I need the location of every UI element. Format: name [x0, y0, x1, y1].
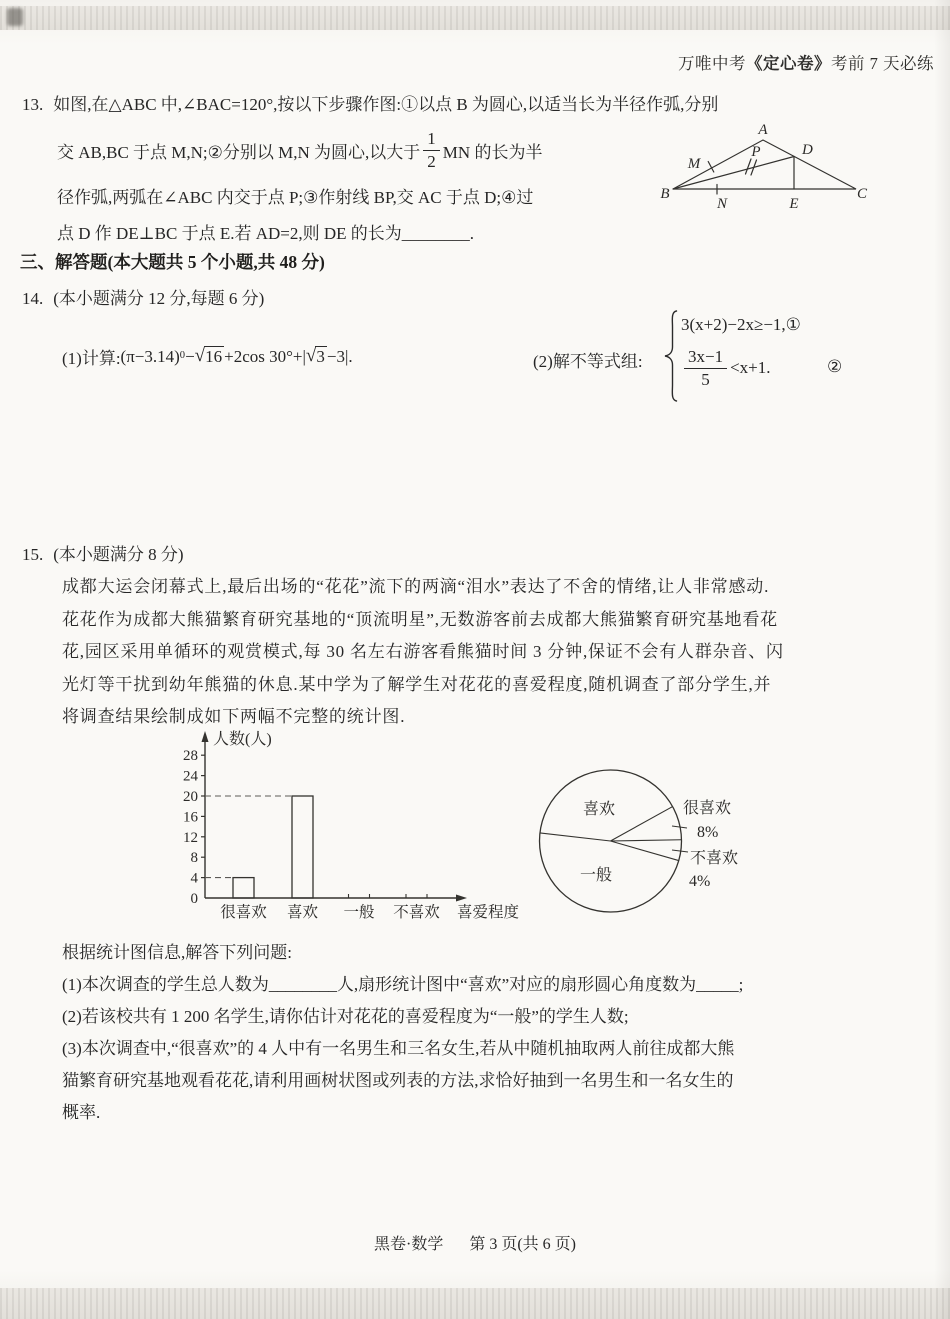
- section-title: 三、解答题(本大题共 5 个小题,共 48 分): [20, 252, 325, 272]
- page-header: [678, 50, 934, 74]
- q14-part1-formula: [121, 346, 353, 367]
- q14-intro: (本小题满分 12 分,每题 6 分): [53, 289, 265, 308]
- y-axis-arrow: [202, 731, 209, 742]
- figure-point-label-n: N: [716, 196, 728, 212]
- q14-part1-label: (1)计算:: [62, 349, 121, 368]
- formula-segment: $\frac{3x-1}{5}$: [684, 348, 727, 389]
- q13-line1: [22, 90, 718, 115]
- q14-inequality-2-tag: ②: [827, 357, 843, 376]
- formula-segment: +2cos 30°+|: [224, 346, 306, 366]
- triangle-figure: [645, 110, 885, 218]
- q14-part2-label: (2)解不等式组:: [533, 352, 643, 371]
- q13-line2: [57, 126, 542, 174]
- y-tick-label: 12: [183, 829, 198, 846]
- y-tick-label: 16: [183, 809, 198, 826]
- figure-point-label-e: E: [789, 196, 799, 212]
- y-tick-label: 24: [183, 768, 198, 785]
- q15-question-3-line1: (3)本次调查中,“很喜欢”的 4 人中有一名男生和三名女生,若从中随机抽取两人前往成都大熊: [62, 1039, 735, 1058]
- x-axis-arrow: [456, 895, 467, 902]
- formula-segment: $\frac{1}{2}$: [423, 130, 440, 171]
- brace-path: [665, 311, 677, 401]
- q15-para-line3: 花,园区采用单循环的观赏模式,每 30 名左右游客看熊猫时间 3 分钟,保证不会有人群杂音、闪: [62, 642, 784, 661]
- header-pre: 万唯中考: [678, 54, 746, 73]
- formula-segment: 交 AB,BC 于点 M,N;②分别以 M,N 为圆心,以大于: [57, 142, 421, 162]
- header-post: 考前 7 天必练: [831, 54, 934, 73]
- figure-point-label-a: A: [758, 122, 768, 138]
- pie-divider: [540, 833, 611, 841]
- scan-artifact-bottom: [0, 1288, 950, 1319]
- figure-point-label-b: B: [660, 186, 670, 202]
- formula-segment: (π−3.14): [120, 346, 180, 366]
- q15-para-line5: 将调查结果绘制成如下两幅不完整的统计图.: [62, 707, 406, 726]
- formula-segment: 0: [179, 350, 186, 362]
- x-axis-title: 喜爱程度: [456, 904, 520, 921]
- figure-point-label-m: M: [687, 156, 701, 172]
- y-tick-label: 8: [190, 850, 198, 867]
- y-axis-title: 人数(人): [213, 731, 272, 748]
- q15-number: 15.: [22, 545, 44, 564]
- q15-para-line4: 光灯等干扰到幼年熊猫的休息.某中学为了解学生对花花的喜爱程度,随机调查了部分学生,并: [62, 675, 772, 694]
- q15-questions-intro: 根据统计图信息,解答下列问题:: [62, 943, 292, 962]
- y-tick-label: 20: [183, 789, 198, 805]
- q13-number: 13.: [22, 95, 44, 114]
- leader-line: [672, 850, 688, 852]
- pie-divider: [611, 841, 679, 861]
- q14-inequality-2: [681, 342, 771, 394]
- pie-slice-label: 喜欢: [582, 801, 616, 818]
- y-tick-label: 28: [183, 748, 198, 765]
- x-category-label: 很喜欢: [220, 904, 267, 921]
- footer-page-number: 第 3 页(共 6 页): [469, 1236, 576, 1253]
- q14-intro-line: [22, 284, 264, 309]
- formula-segment: √ 3: [306, 346, 327, 367]
- figure-point-label-p: P: [751, 144, 761, 160]
- q14-number: 14.: [22, 289, 44, 308]
- formula-segment: MN 的长为半: [442, 142, 543, 162]
- footer-booklet: 黑卷·数学: [373, 1236, 444, 1253]
- pie-slice-label: 不喜欢: [690, 850, 739, 867]
- q15-question-3-line2: 猫繁育研究基地观看花花,请利用画树状图或列表的方法,求恰好抽到一名男生和一名女生的: [62, 1071, 734, 1090]
- pie-divider: [611, 807, 673, 841]
- bar: [292, 796, 313, 898]
- scan-artifact-top: [0, 6, 950, 30]
- pie-divider: [611, 840, 682, 841]
- x-category-label: 一般: [343, 904, 375, 921]
- q15-intro-line: [22, 540, 184, 565]
- pie-slice-pct: 4%: [689, 873, 711, 890]
- y-tick-label: 0: [190, 891, 198, 907]
- page-footer: [0, 1231, 950, 1254]
- header-book-title: 《定心卷》: [746, 54, 831, 73]
- x-category-label: 不喜欢: [393, 904, 440, 921]
- q14-inequality-1: 3(x+2)−2x≥−1,①: [681, 315, 801, 334]
- pie-slice-label: 很喜欢: [683, 800, 732, 817]
- pie-chart: [525, 753, 775, 921]
- formula-segment: <x+1.: [730, 358, 771, 377]
- q15-question-2: (2)若该校共有 1 200 名学生,请你估计对花花的喜爱程度为“一般”的学生人数;: [62, 1007, 629, 1026]
- figure-point-label-d: D: [802, 142, 813, 158]
- q15-question-3-line3: 概率.: [62, 1103, 101, 1122]
- q15-intro: (本小题满分 8 分): [53, 545, 184, 564]
- formula-segment: −3|.: [326, 346, 353, 366]
- pie-slice-pct: 8%: [697, 824, 719, 841]
- corner-smudge: [7, 8, 23, 26]
- formula-segment: −: [185, 346, 195, 366]
- q14-part1: [62, 344, 353, 369]
- x-category-label: 喜欢: [286, 904, 319, 921]
- y-tick-label: 4: [190, 870, 198, 887]
- figure-point-label-c: C: [856, 186, 868, 202]
- bar: [233, 878, 254, 898]
- q15-question-1: (1)本次调查的学生总人数为________人,扇形统计图中“喜欢”对应的扇形圆心角度数为_____;: [62, 975, 744, 994]
- system-brace: [663, 310, 679, 402]
- pie-slice-label: 一般: [579, 867, 613, 884]
- q13-line3: 径作弧,两弧在∠ABC 内交于点 P;③作射线 BP,交 AC 于点 D;④过: [57, 188, 534, 207]
- q13-line1-text: 如图,在△ABC 中,∠BAC=120°,按以下步骤作图:①以点 B 为圆心,以适当长为半径作弧,分别: [53, 95, 719, 114]
- q15-para-line1: 成都大运会闭幕式上,最后出场的“花花”流下的两滴“泪水”表达了不舍的情绪,让人非常感动.: [62, 577, 770, 596]
- bar-chart: [170, 728, 540, 928]
- q13-line4: 点 D 作 DE⊥BC 于点 E.若 AD=2,则 DE 的长为________.: [57, 224, 475, 243]
- formula-segment: √ 16: [195, 346, 224, 367]
- q15-para-line2: 花花作为成都大熊猫繁育研究基地的“顶流明星”,无数游客前去成都大熊猫繁育研究基地看花: [62, 610, 778, 629]
- arc-tick-p1: [746, 159, 752, 174]
